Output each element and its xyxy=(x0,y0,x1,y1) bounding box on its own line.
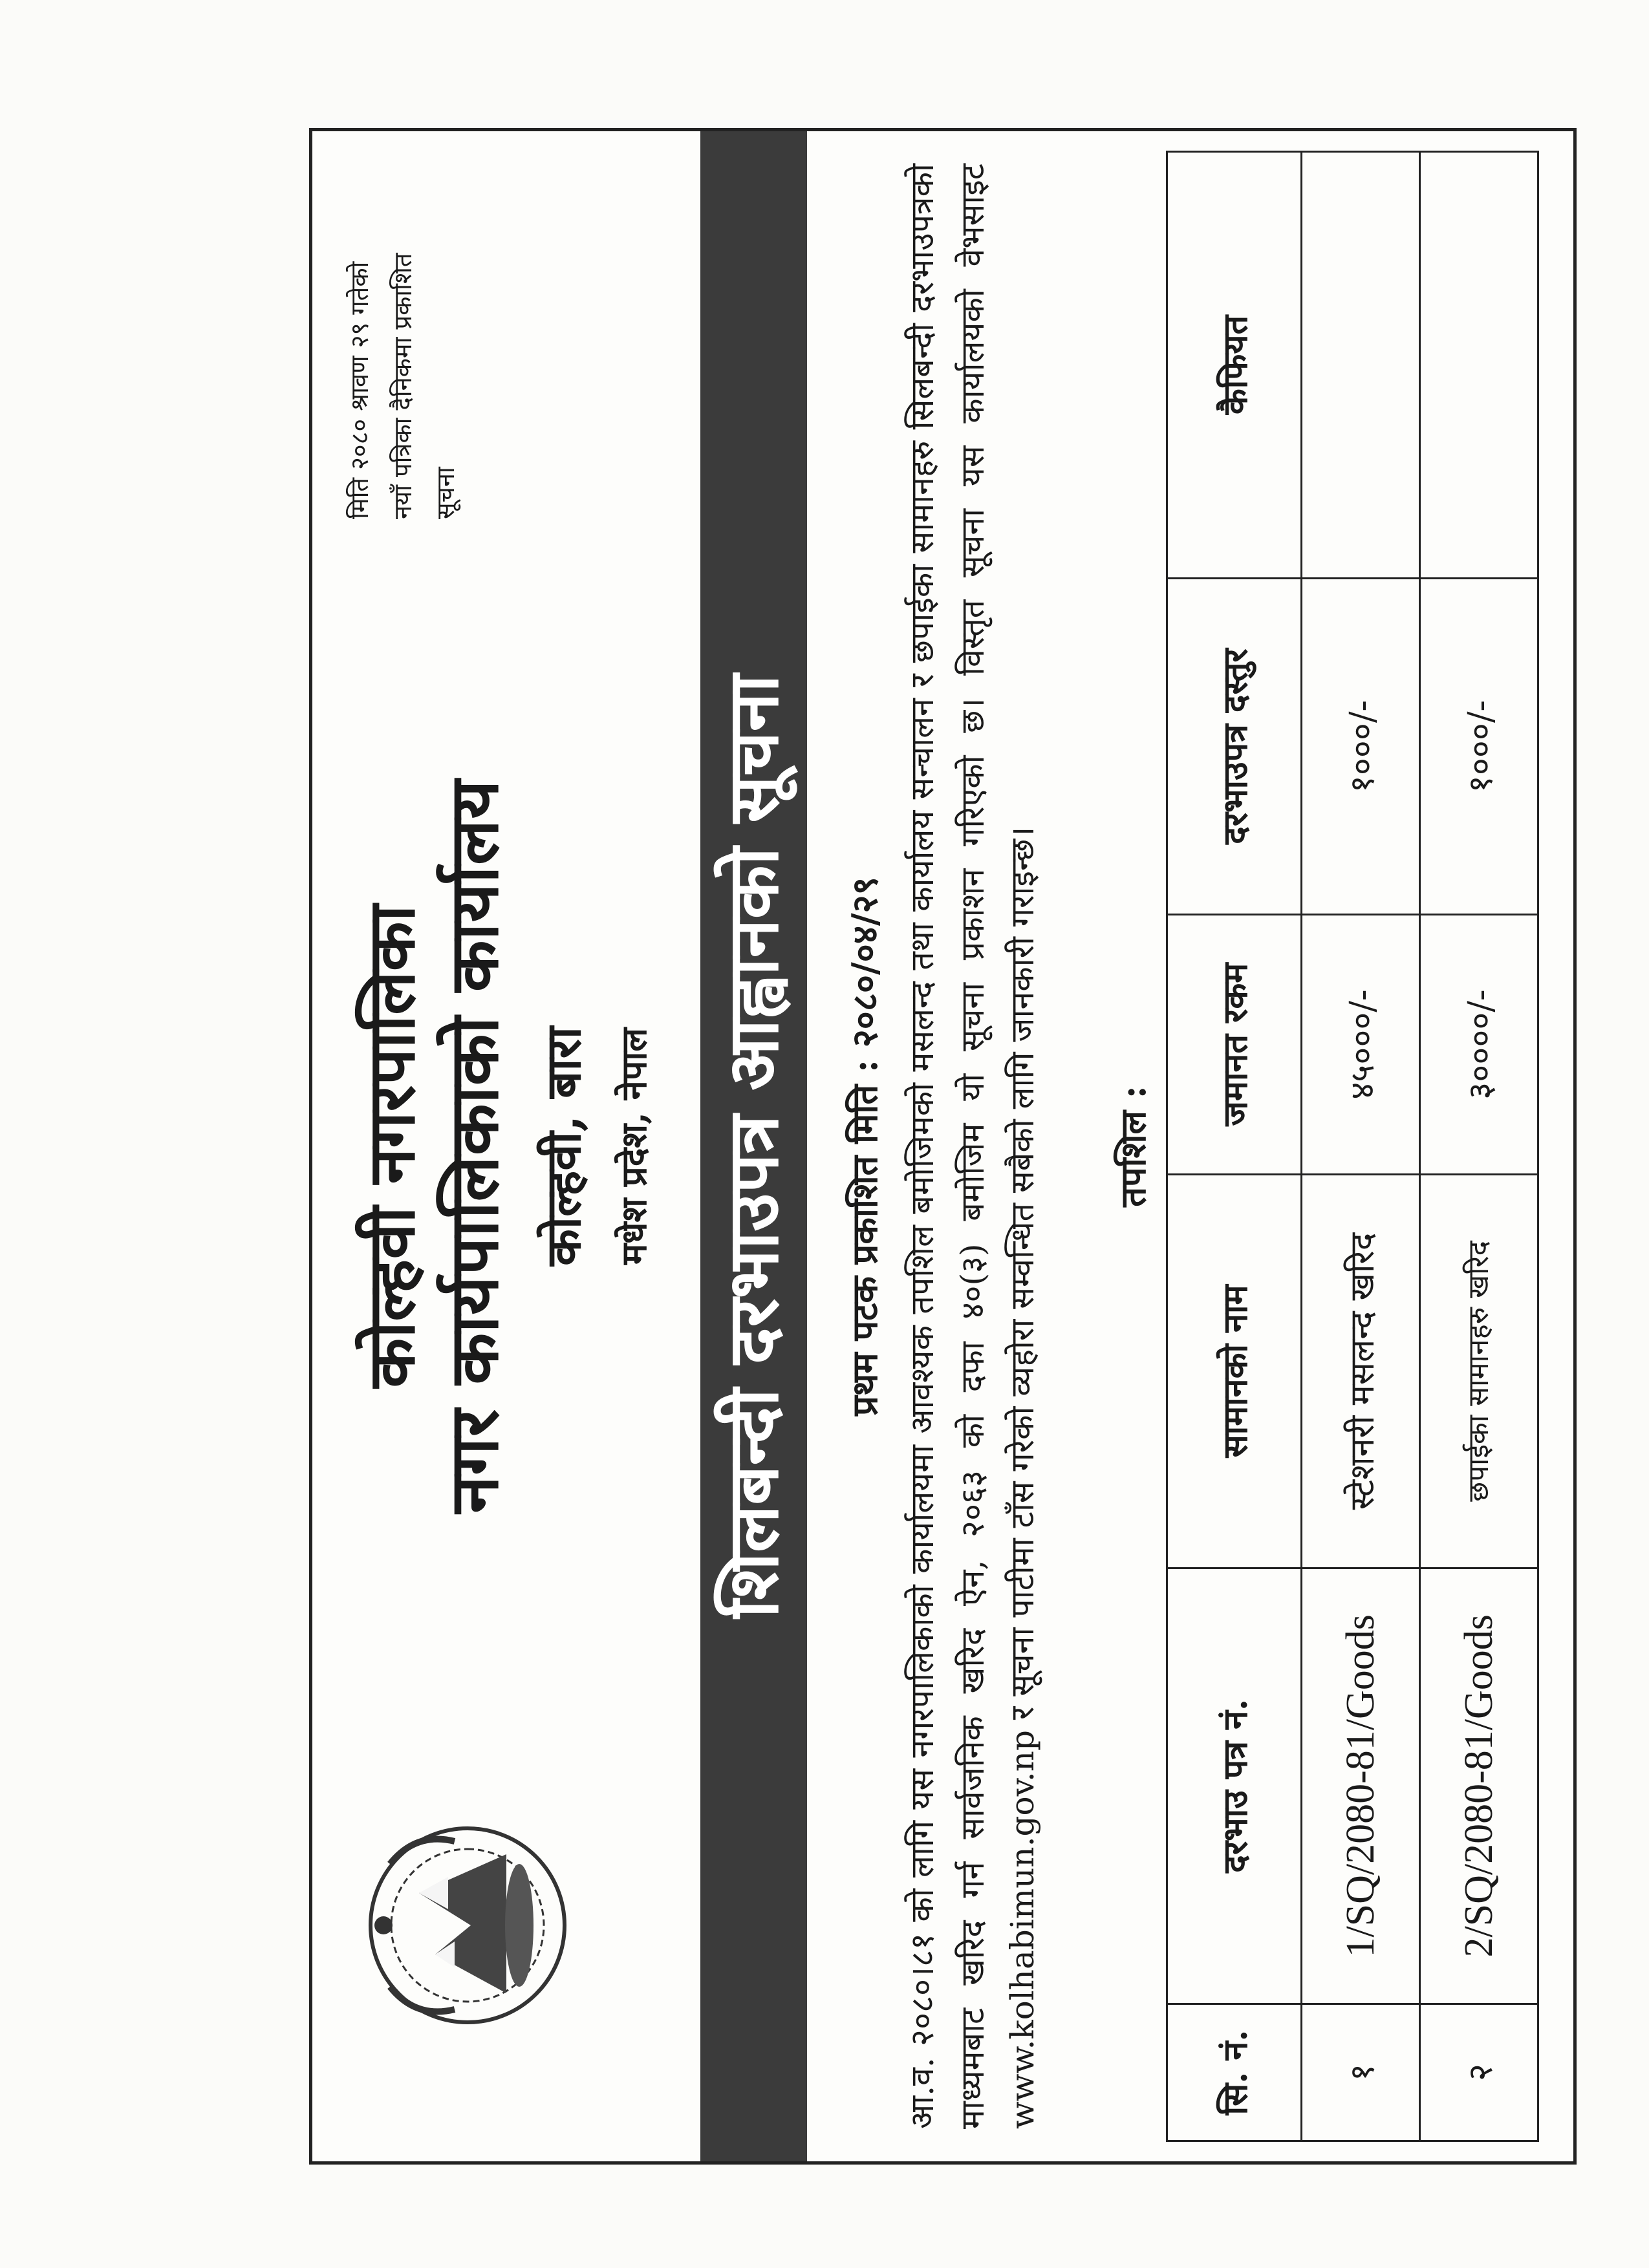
cell-name: स्टेशनरी मसलन्द खरिद xyxy=(1302,1175,1420,1568)
notice-body: आ.व. २०८०।८१ को लागि यस नगरपालिकाको कार्यालयमा आवश्यक तपशिल बमोजिमको मसलन्द तथा कार्यालय सन्चालन र छपाईका सामानहरु सिलबन्दी दरभाउपत्रको माध्यमबाट खरिद गर्न सार्वजनिक खरिद ऐन, २०६३ को दफा ४०(३) बमोजिम यो सूचना प्रकाशन गरिएको छ। विस्तृत सूचना यस कार्यालयको वेभसाइट www.kolhabimun.gov.np र सूचना पाटीमा टाँस गरेको व्यहोरा सम्वन्धित सबैको लागि जानकारी गराइन्छ। xyxy=(903,164,1041,2129)
cell-sn: १ xyxy=(1302,2004,1420,2141)
publication-note-line: सूचना xyxy=(431,467,460,519)
items-table xyxy=(1166,151,1539,2142)
nepal-emblem-icon xyxy=(358,1819,571,2032)
office-name: नगर कार्यपालिकाको कार्यालय xyxy=(434,779,513,1514)
cell-ref: 1/SQ/2080-81/Goods xyxy=(1302,1568,1420,2004)
cell-sn: २ xyxy=(1420,2004,1538,2141)
cell-fee: १०००/- xyxy=(1420,579,1538,915)
details-label: तपशिल : xyxy=(1112,1086,1154,1207)
publication-note-line: नयाँ पत्रिका दैनिकमा प्रकाशित xyxy=(388,253,417,519)
publication-note-line: मिति २०८० श्रावण २९ गतेको xyxy=(345,261,374,519)
header-fee: दरभाउपत्र दस्तुर xyxy=(1167,579,1302,915)
header-remarks: कैफियत xyxy=(1167,152,1302,579)
notice-title: शिलबन्दी दरभाउपत्र आह्वानको सूचना xyxy=(700,131,807,2161)
publication-note xyxy=(338,157,468,519)
office-heading xyxy=(351,519,656,1773)
cell-ref: 2/SQ/2080-81/Goods xyxy=(1420,1568,1538,2004)
office-province: मधेश प्रदेश, नेपाल xyxy=(613,1028,654,1265)
cell-remarks xyxy=(1420,152,1538,579)
header xyxy=(312,131,700,2161)
cell-remarks xyxy=(1302,152,1420,579)
first-publication-date: प्रथम पटक प्रकाशित मिति : २०८०/०४/२९ xyxy=(844,877,885,1416)
cell-name: छपाईका सामानहरु खरिद xyxy=(1420,1175,1538,1568)
cell-deposit: ४५०००/- xyxy=(1302,915,1420,1175)
header-name: सामानको नाम xyxy=(1167,1175,1302,1568)
header-deposit: जमानत रकम xyxy=(1167,915,1302,1175)
table-row xyxy=(1420,152,1538,2141)
cell-fee: १०००/- xyxy=(1302,579,1420,915)
table-header-row xyxy=(1167,152,1302,2141)
office-place: कोल्हवी, बारा xyxy=(536,1027,592,1266)
cell-deposit: ३००००/- xyxy=(1420,915,1538,1175)
table-row xyxy=(1302,152,1420,2141)
header-ref: दरभाउ पत्र नं. xyxy=(1167,1568,1302,2004)
org-name: कोल्हवी नगरपालिका xyxy=(353,904,429,1388)
notice-document xyxy=(309,128,1577,2165)
header-sn: सि. नं. xyxy=(1167,2004,1302,2141)
